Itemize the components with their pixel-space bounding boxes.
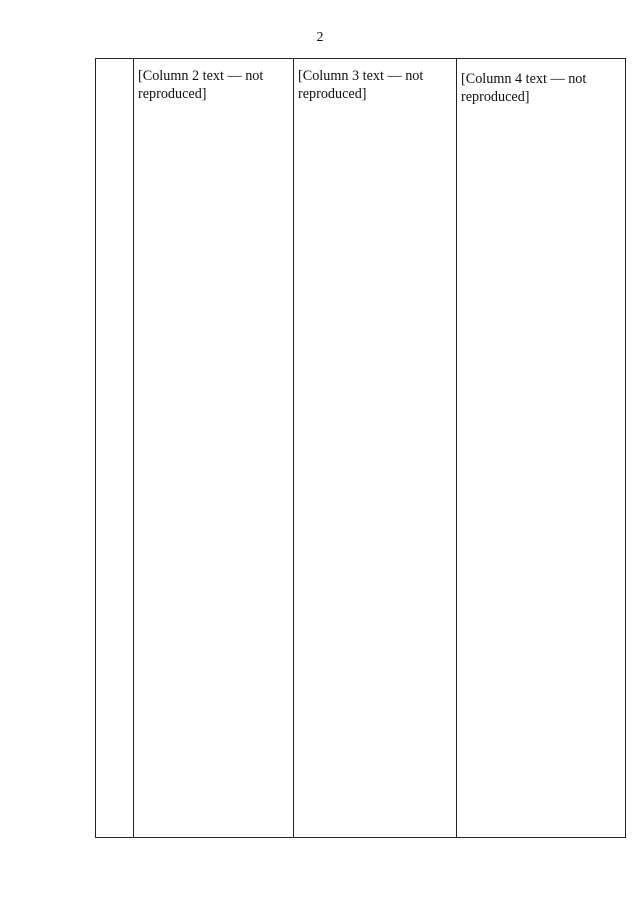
cell-2-text: [Column 2 text — not reproduced]: [138, 68, 264, 102]
table-cell-list-description: [134, 59, 294, 838]
cell-3-text: [Column 3 text — not reproduced]: [298, 68, 424, 102]
table-cell-index: [96, 59, 134, 838]
table-cell-legal-basis: [457, 59, 626, 838]
document-table: [95, 58, 626, 838]
table-row: [96, 59, 626, 838]
cell-1-text: [96, 59, 133, 68]
page-number: 2: [316, 30, 324, 45]
cell-4-text: [Column 4 text — not reproduced]: [461, 71, 587, 105]
table-cell-category: [294, 59, 457, 838]
